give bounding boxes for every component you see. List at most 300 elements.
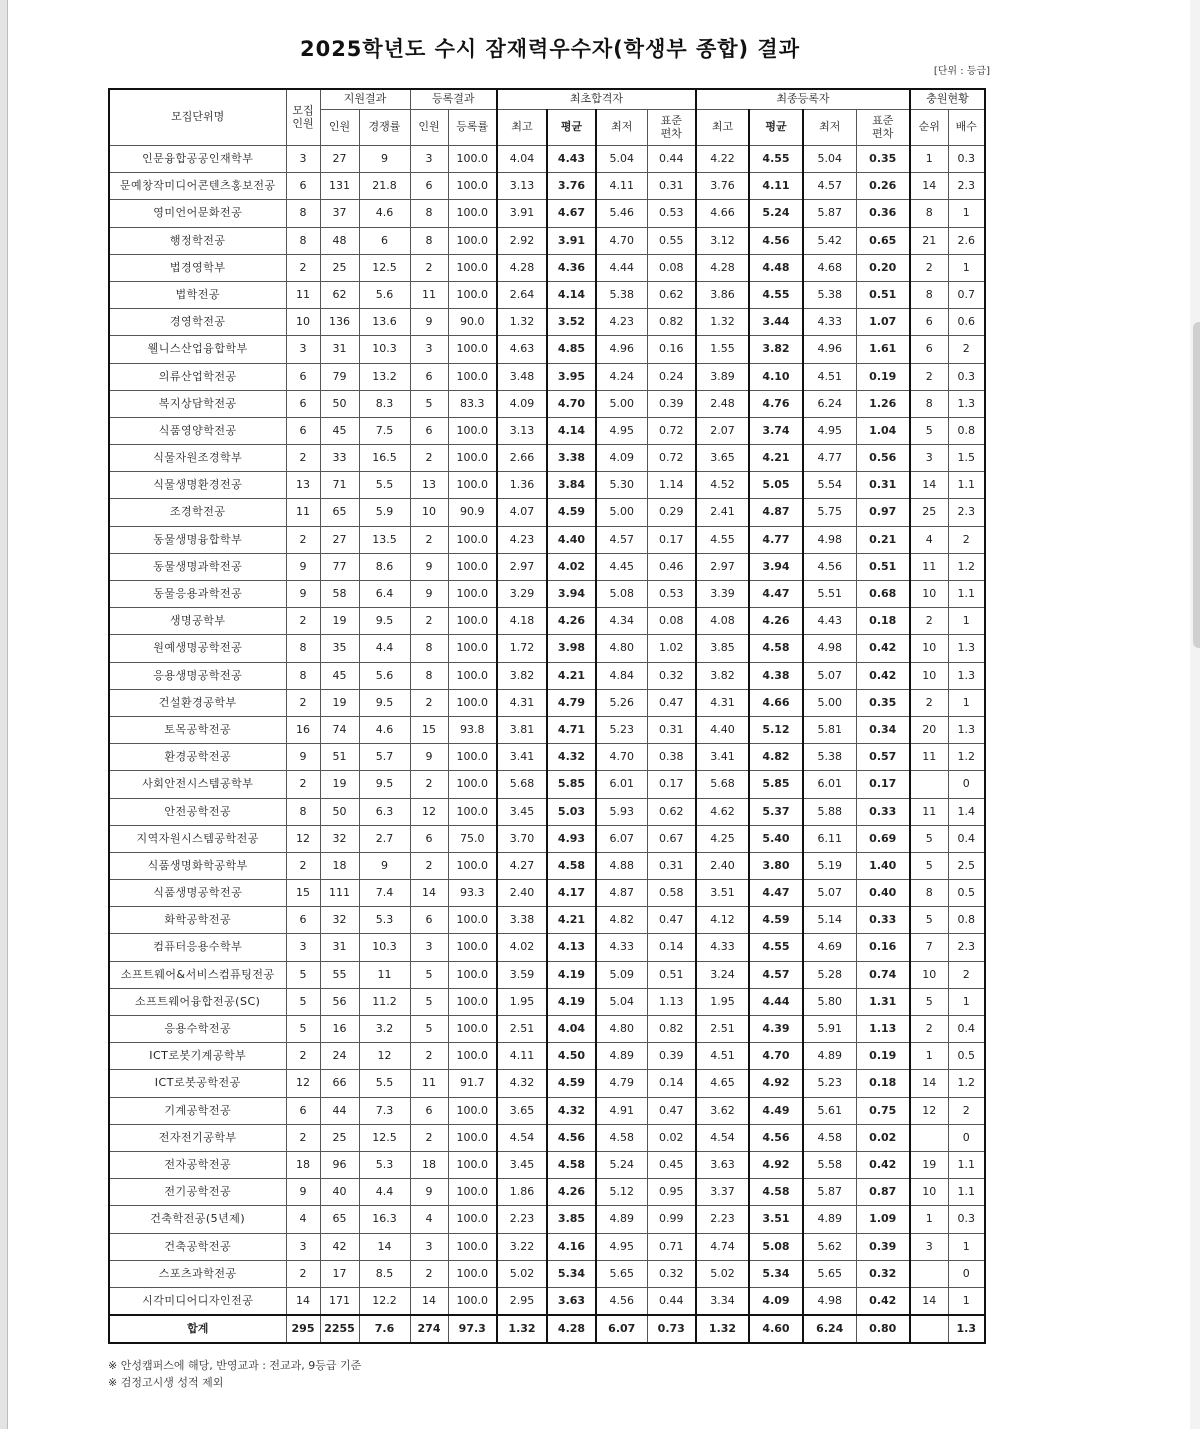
wait-mult-cell: 0 [948,1124,985,1151]
first-max-cell: 3.41 [497,744,547,771]
final-min-cell: 4.89 [803,1206,856,1233]
first-avg-cell: 3.85 [547,1206,596,1233]
reg-count-cell: 14 [410,880,448,907]
reg-rate-cell: 100.0 [448,662,497,689]
reg-count-cell: 9 [410,553,448,580]
final-avg-cell: 4.56 [749,1124,803,1151]
reg-count-cell: 4 [410,1206,448,1233]
apply-count-cell: 96 [320,1151,359,1178]
table-row [109,608,985,635]
quota-cell: 8 [286,227,320,254]
final-sd-cell: 0.18 [856,608,910,635]
header-reg-rate: 등록률 [448,110,497,146]
final-sd-cell: 1.31 [856,988,910,1015]
first-sd-cell: 0.39 [647,390,696,417]
dept-name-cell: 응용수학전공 [109,1016,286,1043]
first-avg-cell: 3.38 [547,445,596,472]
reg-rate-cell: 100.0 [448,363,497,390]
competition-cell: 13.6 [359,309,410,336]
unit-label: [단위 : 등급] [933,66,990,77]
quota-cell: 9 [286,744,320,771]
competition-cell: 12.2 [359,1287,410,1315]
first-avg-cell: 4.02 [547,553,596,580]
first-sd-cell: 0.71 [647,1233,696,1260]
final-avg-cell: 4.38 [749,662,803,689]
first-avg-cell: 4.19 [547,961,596,988]
competition-cell: 6.3 [359,798,410,825]
apply-count-cell: 44 [320,1097,359,1124]
competition-cell: 9 [359,852,410,879]
first-avg-cell: 5.03 [547,798,596,825]
first-max-cell: 2.92 [497,227,547,254]
apply-count-cell: 65 [320,1206,359,1233]
final-min-cell: 5.38 [803,281,856,308]
quota-cell: 5 [286,1016,320,1043]
first-min-cell: 4.96 [596,336,647,363]
wait-mult-cell: 2 [948,1097,985,1124]
first-min-cell: 5.24 [596,1151,647,1178]
apply-count-cell: 45 [320,417,359,444]
first-sd-cell: 0.08 [647,608,696,635]
final-avg-cell: 4.92 [749,1151,803,1178]
quota-cell: 2 [286,689,320,716]
wait-rank-cell: 11 [910,744,948,771]
quota-cell: 8 [286,200,320,227]
final-sd-cell: 0.34 [856,716,910,743]
quota-cell: 13 [286,472,320,499]
wait-mult-cell: 0.5 [948,1043,985,1070]
first-min-cell: 4.45 [596,553,647,580]
first-avg-cell: 4.13 [547,934,596,961]
reg-count-cell: 6 [410,825,448,852]
final-max-cell: 3.34 [696,1287,749,1315]
final-sd-cell: 0.33 [856,907,910,934]
apply-count-cell: 111 [320,880,359,907]
final-sd-cell: 0.35 [856,146,910,173]
final-max-cell: 2.40 [696,852,749,879]
quota-cell: 12 [286,1070,320,1097]
competition-cell: 8.3 [359,390,410,417]
first-min-cell: 4.34 [596,608,647,635]
final-min-cell: 5.61 [803,1097,856,1124]
first-avg-cell: 4.79 [547,689,596,716]
competition-cell: 5.6 [359,662,410,689]
final-min-cell: 4.43 [803,608,856,635]
reg-count-cell: 6 [410,173,448,200]
first-max-cell: 2.40 [497,880,547,907]
reg-count-cell: 6 [410,1097,448,1124]
reg-count-cell: 2 [410,689,448,716]
final-max-cell: 2.23 [696,1206,749,1233]
apply-count-cell: 40 [320,1179,359,1206]
first-sd-cell: 0.31 [647,852,696,879]
first-max-cell: 4.27 [497,852,547,879]
total-final-avg: 4.60 [749,1315,803,1343]
final-avg-cell: 5.08 [749,1233,803,1260]
final-avg-cell: 4.49 [749,1097,803,1124]
competition-cell: 11 [359,961,410,988]
first-max-cell: 5.02 [497,1260,547,1287]
first-avg-cell: 4.70 [547,390,596,417]
wait-rank-cell: 6 [910,336,948,363]
final-avg-cell: 4.77 [749,526,803,553]
wait-mult-cell: 1.1 [948,1151,985,1178]
apply-count-cell: 48 [320,227,359,254]
first-avg-cell: 3.76 [547,173,596,200]
final-min-cell: 5.14 [803,907,856,934]
scrollbar-thumb[interactable] [1193,322,1200,648]
reg-count-cell: 5 [410,988,448,1015]
final-sd-cell: 1.13 [856,1016,910,1043]
first-avg-cell: 4.17 [547,880,596,907]
table-row [109,363,985,390]
first-min-cell: 4.80 [596,635,647,662]
dept-name-cell: 컴퓨터응용수학부 [109,934,286,961]
reg-count-cell: 3 [410,934,448,961]
final-max-cell: 4.12 [696,907,749,934]
first-min-cell: 5.12 [596,1179,647,1206]
first-max-cell: 3.65 [497,1097,547,1124]
wait-mult-cell: 0.3 [948,146,985,173]
wait-rank-cell: 19 [910,1151,948,1178]
final-min-cell: 5.58 [803,1151,856,1178]
first-sd-cell: 0.08 [647,254,696,281]
first-sd-cell: 0.47 [647,1097,696,1124]
final-min-cell: 4.77 [803,445,856,472]
first-sd-cell: 0.53 [647,200,696,227]
wait-mult-cell: 1 [948,254,985,281]
final-sd-cell: 0.33 [856,798,910,825]
page-title: 2025학년도 수시 잠재력우수자(학생부 종합) 결과 [299,37,801,61]
competition-cell: 14 [359,1233,410,1260]
final-max-cell: 4.55 [696,526,749,553]
apply-count-cell: 18 [320,852,359,879]
first-min-cell: 5.00 [596,390,647,417]
first-avg-cell: 3.95 [547,363,596,390]
quota-cell: 5 [286,961,320,988]
reg-rate-cell: 100.0 [448,608,497,635]
table-row [109,200,985,227]
first-max-cell: 4.54 [497,1124,547,1151]
final-max-cell: 4.74 [696,1233,749,1260]
first-max-cell: 1.36 [497,472,547,499]
reg-rate-cell: 91.7 [448,1070,497,1097]
apply-count-cell: 27 [320,526,359,553]
final-min-cell: 5.07 [803,880,856,907]
apply-count-cell: 17 [320,1260,359,1287]
first-sd-cell: 0.44 [647,146,696,173]
reg-count-cell: 2 [410,1124,448,1151]
apply-count-cell: 25 [320,1124,359,1151]
final-min-cell: 5.81 [803,716,856,743]
dept-name-cell: 안전공학전공 [109,798,286,825]
reg-rate-cell: 100.0 [448,798,497,825]
final-max-cell: 4.51 [696,1043,749,1070]
apply-count-cell: 31 [320,336,359,363]
first-min-cell: 4.89 [596,1043,647,1070]
dept-name-cell: 건설환경공학부 [109,689,286,716]
final-sd-cell: 0.42 [856,635,910,662]
first-min-cell: 5.46 [596,200,647,227]
wait-mult-cell: 1 [948,1287,985,1315]
table-row [109,1016,985,1043]
competition-cell: 6 [359,227,410,254]
wait-rank-cell: 1 [910,1043,948,1070]
first-sd-cell: 0.72 [647,445,696,472]
first-min-cell: 5.04 [596,146,647,173]
apply-count-cell: 35 [320,635,359,662]
header-apply-count: 인원 [320,110,359,146]
final-max-cell: 3.63 [696,1151,749,1178]
apply-count-cell: 171 [320,1287,359,1315]
first-avg-cell: 4.32 [547,1097,596,1124]
final-sd-cell: 0.42 [856,662,910,689]
first-sd-cell: 0.44 [647,1287,696,1315]
first-max-cell: 3.70 [497,825,547,852]
table-row [109,472,985,499]
first-max-cell: 2.95 [497,1287,547,1315]
reg-count-cell: 18 [410,1151,448,1178]
first-max-cell: 5.68 [497,771,547,798]
table-row [109,390,985,417]
dept-name-cell: 문예창작미디어콘텐츠홍보전공 [109,173,286,200]
header-competition: 경쟁률 [359,110,410,146]
final-sd-cell: 0.51 [856,553,910,580]
final-avg-cell: 3.44 [749,309,803,336]
final-min-cell: 4.98 [803,1287,856,1315]
competition-cell: 5.7 [359,744,410,771]
final-min-cell: 5.42 [803,227,856,254]
quota-cell: 10 [286,309,320,336]
wait-mult-cell: 0.4 [948,1016,985,1043]
reg-rate-cell: 100.0 [448,200,497,227]
first-min-cell: 4.58 [596,1124,647,1151]
final-sd-cell: 1.09 [856,1206,910,1233]
final-avg-cell: 4.66 [749,689,803,716]
first-avg-cell: 3.52 [547,309,596,336]
reg-rate-cell: 100.0 [448,1287,497,1315]
first-avg-cell: 4.58 [547,852,596,879]
first-max-cell: 4.28 [497,254,547,281]
first-max-cell: 3.38 [497,907,547,934]
final-max-cell: 1.55 [696,336,749,363]
final-min-cell: 5.38 [803,744,856,771]
final-avg-cell: 3.94 [749,553,803,580]
final-avg-cell: 4.44 [749,988,803,1015]
apply-count-cell: 24 [320,1043,359,1070]
wait-mult-cell: 2 [948,336,985,363]
table-row [109,1043,985,1070]
dept-name-cell: 인문융합공공인재학부 [109,146,286,173]
dept-name-cell: 식물자원조경학부 [109,445,286,472]
header-first-sd: 표준 편차 [647,110,696,146]
first-avg-cell: 4.26 [547,608,596,635]
table-row [109,173,985,200]
final-avg-cell: 4.11 [749,173,803,200]
table-row [109,417,985,444]
table-row [109,961,985,988]
first-min-cell: 4.87 [596,880,647,907]
quota-cell: 15 [286,880,320,907]
first-min-cell: 4.84 [596,662,647,689]
dept-name-cell: 사회안전시스템공학부 [109,771,286,798]
wait-rank-cell: 2 [910,254,948,281]
final-sd-cell: 0.68 [856,581,910,608]
table-row [109,1206,985,1233]
apply-count-cell: 32 [320,825,359,852]
competition-cell: 12 [359,1043,410,1070]
wait-mult-cell: 1 [948,200,985,227]
final-avg-cell: 4.09 [749,1287,803,1315]
apply-count-cell: 42 [320,1233,359,1260]
first-max-cell: 3.59 [497,961,547,988]
dept-name-cell: 소프트웨어융합전공(SC) [109,988,286,1015]
header-final-min: 최저 [803,110,856,146]
reg-count-cell: 8 [410,635,448,662]
dept-name-cell: 동물응용과학전공 [109,581,286,608]
reg-count-cell: 2 [410,1043,448,1070]
table-row [109,880,985,907]
final-avg-cell: 4.47 [749,581,803,608]
final-min-cell: 5.91 [803,1016,856,1043]
final-max-cell: 5.68 [696,771,749,798]
reg-count-cell: 9 [410,744,448,771]
first-avg-cell: 4.16 [547,1233,596,1260]
final-min-cell: 6.24 [803,390,856,417]
wait-rank-cell: 25 [910,499,948,526]
table-row [109,1233,985,1260]
first-max-cell: 3.45 [497,798,547,825]
competition-cell: 5.5 [359,1070,410,1097]
final-max-cell: 3.76 [696,173,749,200]
wait-rank-cell: 14 [910,1070,948,1097]
reg-rate-cell: 100.0 [448,336,497,363]
dept-name-cell: 웰니스산업융합학부 [109,336,286,363]
final-max-cell: 2.97 [696,553,749,580]
reg-rate-cell: 100.0 [448,907,497,934]
final-min-cell: 4.89 [803,1043,856,1070]
table-row [109,907,985,934]
dept-name-cell: 행정학전공 [109,227,286,254]
header-rank: 순위 [910,110,948,146]
dept-name-cell: 복지상담학전공 [109,390,286,417]
final-max-cell: 3.65 [696,445,749,472]
dept-name-cell: 식품영양학전공 [109,417,286,444]
dept-name-cell: 법경영학부 [109,254,286,281]
dept-name-cell: 원예생명공학전공 [109,635,286,662]
header-reg-count: 인원 [410,110,448,146]
first-max-cell: 2.23 [497,1206,547,1233]
total-first-min: 6.07 [596,1315,647,1343]
wait-mult-cell: 1.1 [948,1179,985,1206]
wait-rank-cell: 5 [910,907,948,934]
first-sd-cell: 0.45 [647,1151,696,1178]
reg-count-cell: 15 [410,716,448,743]
first-min-cell: 5.30 [596,472,647,499]
final-avg-cell: 4.48 [749,254,803,281]
first-sd-cell: 0.32 [647,1260,696,1287]
first-min-cell: 6.01 [596,771,647,798]
table-row [109,852,985,879]
first-sd-cell: 0.14 [647,934,696,961]
quota-cell: 2 [286,852,320,879]
quota-cell: 3 [286,146,320,173]
wait-rank-cell: 12 [910,1097,948,1124]
final-max-cell: 4.54 [696,1124,749,1151]
header-reg-group: 등록결과 [410,89,497,110]
quota-cell: 2 [286,526,320,553]
quota-cell: 2 [286,254,320,281]
final-avg-cell: 5.34 [749,1260,803,1287]
final-min-cell: 4.33 [803,309,856,336]
wait-rank-cell: 14 [910,472,948,499]
wait-mult-cell: 1.3 [948,662,985,689]
final-avg-cell: 4.82 [749,744,803,771]
dept-name-cell: 식물생명환경전공 [109,472,286,499]
wait-mult-cell: 0.8 [948,417,985,444]
dept-name-cell: 식품생명공학전공 [109,880,286,907]
wait-mult-cell: 1 [948,988,985,1015]
final-avg-cell: 4.26 [749,608,803,635]
reg-rate-cell: 93.8 [448,716,497,743]
total-row [109,1315,985,1343]
table-row [109,825,985,852]
first-min-cell: 5.23 [596,716,647,743]
first-max-cell: 4.31 [497,689,547,716]
scrollbar-track[interactable] [1190,0,1200,1429]
final-min-cell: 5.87 [803,1179,856,1206]
final-avg-cell: 5.05 [749,472,803,499]
quota-cell: 8 [286,635,320,662]
competition-cell: 7.5 [359,417,410,444]
final-min-cell: 5.54 [803,472,856,499]
first-sd-cell: 0.32 [647,662,696,689]
first-max-cell: 3.45 [497,1151,547,1178]
final-min-cell: 5.65 [803,1260,856,1287]
first-max-cell: 4.32 [497,1070,547,1097]
final-avg-cell: 4.92 [749,1070,803,1097]
header-final-sd: 표준 편차 [856,110,910,146]
quota-cell: 2 [286,1043,320,1070]
first-max-cell: 3.22 [497,1233,547,1260]
final-avg-cell: 4.57 [749,961,803,988]
competition-cell: 10.3 [359,336,410,363]
wait-rank-cell: 2 [910,689,948,716]
final-sd-cell: 0.75 [856,1097,910,1124]
wait-mult-cell: 0 [948,771,985,798]
wait-mult-cell: 2.3 [948,934,985,961]
dept-name-cell: 지역자원시스템공학전공 [109,825,286,852]
window-left-edge [0,0,8,1429]
quota-cell: 2 [286,771,320,798]
final-sd-cell: 1.61 [856,336,910,363]
final-min-cell: 4.69 [803,934,856,961]
wait-rank-cell: 7 [910,934,948,961]
header-final-group: 최종등록자 [696,89,910,110]
wait-rank-cell: 10 [910,1179,948,1206]
first-max-cell: 3.13 [497,173,547,200]
final-sd-cell: 0.20 [856,254,910,281]
first-max-cell: 3.81 [497,716,547,743]
competition-cell: 13.2 [359,363,410,390]
first-max-cell: 3.48 [497,363,547,390]
total-first-avg: 4.28 [547,1315,596,1343]
wait-mult-cell: 1 [948,608,985,635]
final-avg-cell: 4.76 [749,390,803,417]
first-max-cell: 2.51 [497,1016,547,1043]
final-avg-cell: 5.85 [749,771,803,798]
dept-name-cell: 식품생명화학공학부 [109,852,286,879]
